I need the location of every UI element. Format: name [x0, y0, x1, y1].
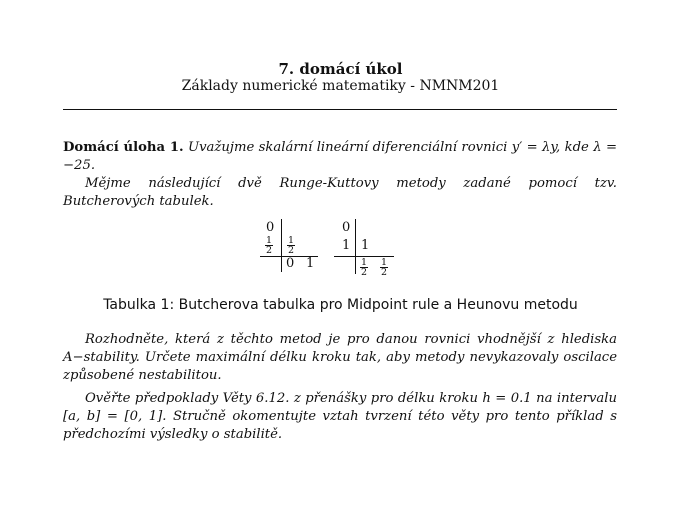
heun-b1: $\frac{1}{2}$ [361, 257, 368, 278]
midpoint-horizontal-rule [260, 256, 318, 257]
heun-horizontal-rule [334, 256, 394, 257]
heun-c1: 0 [342, 220, 351, 235]
task-1: Rozhodněte, která z těchto metod je pro danou rovnici vhodnější z hlediska A−stability. Určete maximální délku kroku tak, aby metody nevykazovaly oscilace způsobené nestabilitou. [63, 332, 617, 383]
midpoint-vertical-rule [281, 219, 282, 272]
task-2: Ověřte předpoklady Věty 6.12. z přenášky pro délku kroku h = 0.1 na intervalu [a, b] = [0, 1]. Stručně okomentujte vztah tvrzení této věty pro tento příklad s předchozími výsledky o stabilitě. [63, 391, 617, 442]
title-rule [63, 109, 617, 110]
problem-line1: Uvažujme skalární lineární diferenciální rovnici y′ = λy, kde λ = −25. [63, 140, 617, 173]
problem-statement [63, 139, 617, 211]
table-caption: Tabulka 1: Butcherova tabulka pro Midpoint rule a Heunovu metodu [103, 297, 578, 313]
problem-line2: Mějme následující dvě Runge-Kuttovy metody zadané pomocí tzv. Butcherových tabulek. [63, 176, 617, 209]
heun-c2: 1 [342, 238, 351, 253]
midpoint-b2: 1 [306, 256, 315, 271]
document-title: 7. domácí úkol [278, 60, 403, 78]
heun-vertical-rule [355, 219, 356, 274]
midpoint-b1: 0 [286, 256, 295, 271]
document-subtitle: Základy numerické matematiky - NMNM201 [181, 78, 500, 94]
midpoint-c1: 0 [266, 220, 275, 235]
heun-b2: $\frac{1}{2}$ [381, 257, 388, 278]
midpoint-c2: $\frac{1}{2}$ [266, 235, 273, 256]
problem-label: Domácí úloha 1. [63, 140, 184, 155]
heun-a21: 1 [361, 238, 370, 253]
midpoint-a21: $\frac{1}{2}$ [288, 235, 295, 256]
